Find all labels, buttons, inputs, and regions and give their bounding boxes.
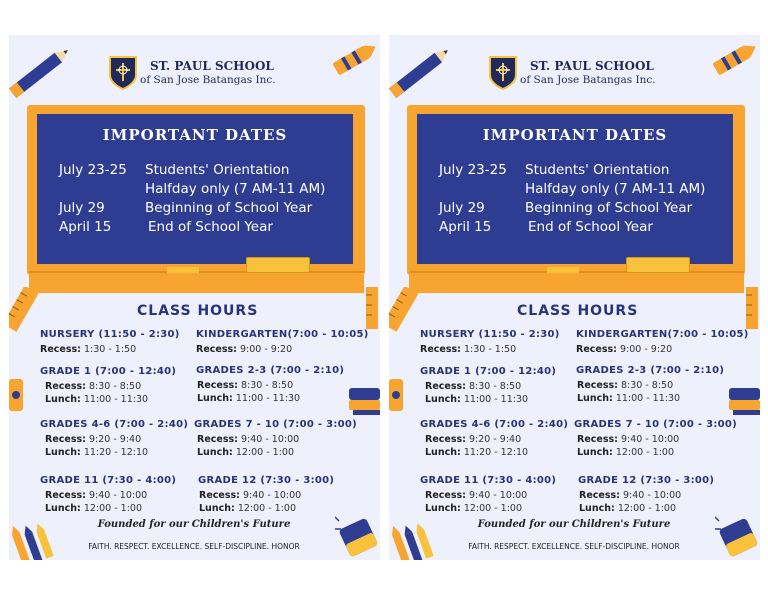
school-subtitle: of San Jose Batangas Inc. [520,74,656,86]
grade-heading: GRADE 12 (7:30 - 3:00) [578,475,715,486]
pencil-sharpener-icon [9,375,27,415]
grade-heading: GRADES 4-6 (7:00 - 2:40) [420,419,569,430]
chalk [547,267,579,273]
date-label: July 23-25 [439,162,507,178]
date-event: Halfday only (7 AM-11 AM) [525,181,706,197]
lunch-time: Lunch: 12:00 - 1:00 [425,503,522,514]
date-label: July 29 [59,200,105,216]
date-event: Halfday only (7 AM-11 AM) [145,181,326,197]
grade-heading: GRADE 12 (7:30 - 3:00) [198,475,335,486]
lunch-time: Lunch: 11:20 - 12:10 [45,447,149,458]
board-eraser [246,257,310,273]
pencil-icon [9,35,79,105]
eraser-icon [715,513,760,560]
lunch-time: Lunch: 11:00 - 11:30 [577,393,681,404]
important-dates-title: IMPORTANT DATES [102,126,288,144]
date-event: Beginning of School Year [145,200,313,216]
recess-time: Recess: 1:30 - 1:50 [420,344,517,355]
lunch-time: Lunch: 12:00 - 1:00 [45,503,142,514]
grade-heading: GRADE 1 (7:00 - 12:40) [40,366,177,377]
class-hours-title: CLASS HOURS [517,303,639,319]
tagline: Founded for our Children's Future [477,519,671,530]
important-dates-title: IMPORTANT DATES [482,126,668,144]
board-eraser [626,257,690,273]
recess-time: Recess: 1:30 - 1:50 [40,344,137,355]
school-crest-icon [488,55,518,91]
recess-time: Recess: 9:20 - 9:40 [45,434,142,445]
flyer-left [9,35,380,560]
date-event: Students' Orientation [525,162,670,178]
recess-time: Recess: 9:40 - 10:00 [45,490,148,501]
grade-heading: GRADE 1 (7:00 - 12:40) [420,366,557,377]
school-name: ST. PAUL SCHOOL [530,59,654,73]
ruler-icon [389,287,421,332]
grade-heading: GRADES 4-6 (7:00 - 2:40) [40,419,189,430]
grade-heading: KINDERGARTEN(7:00 - 10:05) [196,329,369,340]
chalk [167,267,199,273]
date-label: July 23-25 [59,162,127,178]
recess-time: Recess: 8:30 - 8:50 [45,381,142,392]
crayon-icon [329,37,379,82]
recess-time: Recess: 9:40 - 10:00 [199,490,302,501]
lunch-time: Lunch: 11:20 - 12:10 [425,447,529,458]
eraser-icon [335,513,380,560]
core-values: FAITH. RESPECT. EXCELLENCE. SELF-DISCIPLINE. HONOR [88,542,300,551]
date-event: End of School Year [148,219,273,235]
flyer-right [389,35,760,560]
pencil-sharpener-icon [389,375,407,415]
recess-time: Recess: 9:40 - 10:00 [579,490,682,501]
date-label: July 29 [439,200,485,216]
recess-time: Recess: 9:20 - 9:40 [425,434,522,445]
crayon-icon [709,37,759,82]
date-event: Students' Orientation [145,162,290,178]
lunch-time: Lunch: 11:00 - 11:30 [197,393,301,404]
grade-heading: NURSERY (11:50 - 2:30) [40,329,180,340]
grade-heading: GRADE 11 (7:30 - 4:00) [420,475,557,486]
recess-time: Recess: 8:30 - 8:50 [197,380,294,391]
stapler-icon [345,380,380,420]
grade-heading: GRADES 2-3 (7:00 - 2:10) [576,365,725,376]
school-subtitle: of San Jose Batangas Inc. [140,74,276,86]
lunch-time: Lunch: 12:00 - 1:00 [197,447,294,458]
tagline: Founded for our Children's Future [97,519,291,530]
lunch-time: Lunch: 12:00 - 1:00 [579,503,676,514]
recess-time: Recess: 9:40 - 10:00 [197,434,300,445]
recess-time: Recess: 9:40 - 10:00 [577,434,680,445]
school-name: ST. PAUL SCHOOL [150,59,274,73]
recess-time: Recess: 8:30 - 8:50 [425,381,522,392]
ruler-icon [744,285,760,330]
grade-heading: GRADES 7 - 10 (7:00 - 3:00) [574,419,738,430]
recess-time: Recess: 9:00 - 9:20 [576,344,673,355]
recess-time: Recess: 9:40 - 10:00 [425,490,528,501]
chalkboard-tray [29,271,364,293]
recess-time: Recess: 9:00 - 9:20 [196,344,293,355]
grade-heading: GRADES 2-3 (7:00 - 2:10) [196,365,345,376]
lunch-time: Lunch: 12:00 - 1:00 [577,447,674,458]
lunch-time: Lunch: 12:00 - 1:00 [199,503,296,514]
date-event: Beginning of School Year [525,200,693,216]
lunch-time: Lunch: 11:00 - 11:30 [45,394,149,405]
grade-heading: KINDERGARTEN(7:00 - 10:05) [576,329,749,340]
ruler-icon [364,285,380,330]
lunch-time: Lunch: 11:00 - 11:30 [425,394,529,405]
grade-heading: GRADE 11 (7:30 - 4:00) [40,475,177,486]
school-crest-icon [108,55,138,91]
recess-time: Recess: 8:30 - 8:50 [577,380,674,391]
core-values: FAITH. RESPECT. EXCELLENCE. SELF-DISCIPLINE. HONOR [468,542,680,551]
grade-heading: NURSERY (11:50 - 2:30) [420,329,560,340]
stapler-icon [725,380,760,420]
pencil-icon [389,35,459,105]
date-event: End of School Year [528,219,653,235]
date-label: April 15 [439,219,492,235]
chalkboard-tray [409,271,744,293]
date-label: April 15 [59,219,112,235]
ruler-icon [9,287,41,332]
grade-heading: GRADES 7 - 10 (7:00 - 3:00) [194,419,358,430]
class-hours-title: CLASS HOURS [137,303,259,319]
